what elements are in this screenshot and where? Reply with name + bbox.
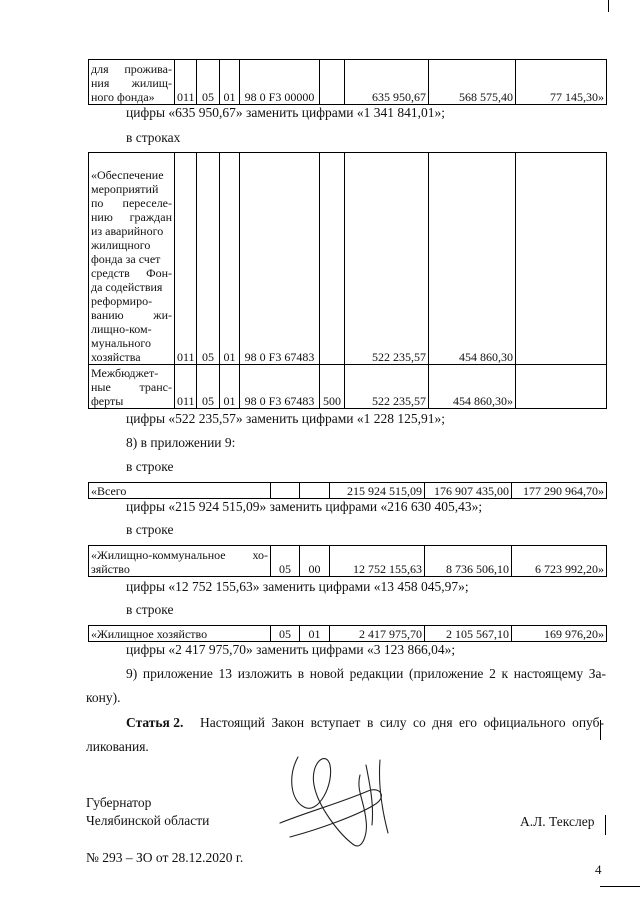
instruction-text: в строках	[126, 130, 181, 145]
cell-csr: 98 0 F3 00000	[240, 60, 320, 105]
instruction-text: в строке	[126, 459, 174, 474]
table-row	[89, 153, 607, 365]
instruction-text: цифры «2 417 975,70» заменить цифрами «3 123 866,04»;	[126, 642, 456, 657]
signatory-name: А.Л. Текслер	[520, 814, 595, 829]
cell-value-2: 454 860,30»	[429, 365, 516, 409]
cell-value-3: 177 290 964,70»	[512, 483, 607, 499]
table-row	[89, 626, 607, 642]
cell-value-2: 568 575,40	[429, 60, 516, 105]
cell-vr: 500	[320, 365, 345, 409]
article-text: ликования.	[86, 739, 149, 754]
instruction-text: цифры «12 752 155,63» заменить цифрами «13 458 045,97»;	[126, 579, 469, 594]
cell-value-1: 215 924 515,09	[330, 483, 425, 499]
instruction-text: цифры «522 235,57» заменить цифрами «1 228 125,91»;	[126, 411, 445, 426]
cell-value-3	[516, 153, 607, 365]
page-number: 4	[595, 862, 602, 877]
cell-value-2: 2 105 567,10	[425, 626, 512, 642]
instruction-text: кону).	[86, 690, 121, 705]
table-row	[89, 546, 607, 577]
article-text: Настоящий Закон вступает в силу со дня его официального опуб-	[200, 715, 604, 730]
instruction-text: 9) приложение 13 изложить в новой редакции (приложение 2 к настоящему За-	[126, 666, 606, 681]
cell-rz: 05	[197, 60, 220, 105]
table-fragment-total	[88, 482, 607, 499]
row-name: «Жилищно-коммунальное хо- зяйство	[89, 546, 271, 577]
cell-rz: 05	[271, 626, 300, 642]
row-name: «Жилищное хозяйство	[89, 626, 271, 642]
cell-value-2: 454 860,30	[429, 153, 516, 365]
table-fragment-housing	[88, 625, 607, 642]
cell-kcs: 011	[175, 153, 197, 365]
table-row	[89, 365, 607, 409]
signatory-title: Губернатор	[86, 795, 152, 810]
instruction-text: цифры «215 924 515,09» заменить цифрами «216 630 405,43»;	[126, 499, 483, 514]
cell-pr: 01	[220, 153, 240, 365]
table-row	[89, 483, 607, 499]
cell-value-1: 522 235,57	[345, 153, 429, 365]
article-label: Статья 2.	[126, 715, 184, 730]
cell-csr: 98 0 F3 67483	[240, 153, 320, 365]
page-edge-mark	[608, 0, 609, 12]
instruction-text: цифры «635 950,67» заменить цифрами «1 341 841,01»;	[126, 105, 445, 120]
row-name: Межбюджет- ные транс- ферты	[89, 365, 175, 409]
cell-kcs: 011	[175, 365, 197, 409]
cell-value-1: 635 950,67	[345, 60, 429, 105]
cell-value-2: 8 736 506,10	[425, 546, 512, 577]
instruction-text: в строке	[126, 602, 174, 617]
instruction-text: в строке	[126, 522, 174, 537]
page-edge-mark	[600, 886, 640, 887]
cell-value-1: 522 235,57	[345, 365, 429, 409]
table-fragment-housing-utilities	[88, 545, 607, 577]
row-name: для прожива- ния жилищ- ного фонда»	[89, 60, 175, 105]
cell-value-3	[516, 365, 607, 409]
cell-value-3: 77 145,30»	[516, 60, 607, 105]
cell-pr: 00	[300, 546, 330, 577]
table-row	[89, 60, 607, 105]
page-edge-mark	[605, 815, 606, 835]
cell-vr	[320, 153, 345, 365]
row-name: «Всего	[89, 483, 271, 499]
cell-csr: 98 0 F3 67483	[240, 365, 320, 409]
row-name: «Обеспечение мероприятий по переселе- нию граждан из аварийного жилищного фонда за счет средств Фон- да содействия реформиро- ванию жи- лищно-ком- мунального хозяйства	[89, 153, 175, 365]
cell-rz: 05	[197, 365, 220, 409]
table-fragment-housing-fund	[88, 59, 607, 105]
cell-value-2: 176 907 435,00	[425, 483, 512, 499]
document-number: № 293 – ЗО от 28.12.2020 г.	[86, 850, 244, 865]
cell-pr: 01	[220, 365, 240, 409]
cell-rz: 05	[197, 153, 220, 365]
table-fragment-resettlement	[88, 152, 607, 409]
cell-value-1: 2 417 975,70	[330, 626, 425, 642]
instruction-text: 8) в приложении 9:	[126, 435, 236, 450]
cell-vr	[320, 60, 345, 105]
cell-pr: 01	[220, 60, 240, 105]
cell-value-3: 169 976,20»	[512, 626, 607, 642]
cell-rz: 05	[271, 546, 300, 577]
cell-value-1: 12 752 155,63	[330, 546, 425, 577]
cell-pr: 01	[300, 626, 330, 642]
signatory-region: Челябинской области	[86, 813, 210, 828]
cell-kcs: 011	[175, 60, 197, 105]
cell-value-3: 6 723 992,20»	[512, 546, 607, 577]
handwritten-signature	[270, 745, 410, 855]
